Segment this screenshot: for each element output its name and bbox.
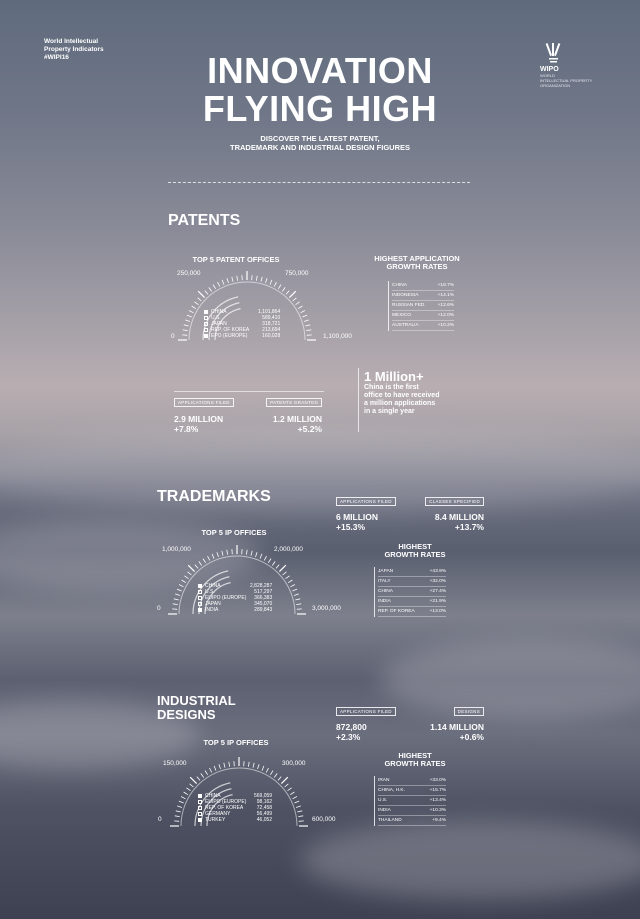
gauge-tick [176, 811, 181, 812]
gauge-tick [290, 792, 294, 795]
patents-applications [174, 391, 234, 434]
cloud-bank [380, 640, 640, 720]
rate-country: INDONESIA [392, 293, 419, 298]
rate-country: AUSTRALIA [392, 323, 419, 328]
gauge-tick [293, 298, 297, 301]
gauge-tick [174, 599, 179, 600]
classes-growth: +13.7% [454, 522, 484, 532]
rates-title-line: HIGHEST APPLICATION [374, 254, 460, 263]
gauge-tick [213, 285, 216, 289]
rate-country: THAILAND [378, 818, 402, 823]
gauge-tick [256, 276, 257, 281]
office-value: 98,162 [256, 799, 273, 805]
gauge-tick [208, 556, 210, 560]
gauge-tick [260, 554, 262, 559]
gauge-tick [212, 554, 214, 559]
gauge-tick [175, 594, 180, 596]
gauge-tick [192, 306, 196, 309]
legend-label: CHINA [211, 309, 227, 315]
gauge-tick [272, 561, 275, 565]
office-value: 46,052 [256, 817, 273, 823]
gauge-tick [179, 801, 184, 803]
applications-value: 872,800 [336, 722, 367, 732]
applications-tag: APPLICATIONS FILED [336, 707, 396, 716]
gauge-tick [184, 792, 188, 795]
gauge-tick [298, 816, 303, 817]
office-value: 366,383 [254, 595, 273, 601]
legend-label: JAPAN [205, 601, 221, 607]
designs-rates-list [374, 776, 446, 826]
rate-value: +32.0% [429, 579, 446, 584]
legend-label: CHINA [205, 583, 221, 589]
gauge-tick [205, 771, 208, 775]
office-value: 213,694 [262, 327, 281, 333]
brand-line: Property Indicators [44, 46, 104, 53]
rate-value: +15.7% [429, 788, 446, 793]
legend-label: U.S. [205, 589, 215, 595]
rate-country: MEXICO [392, 313, 411, 318]
gauge-tick [229, 762, 230, 767]
gauge-tick [187, 315, 192, 317]
applications-growth: +7.8% [174, 424, 199, 434]
patents-tick-label: 250,000 [177, 270, 201, 277]
legend-label: JAPAN [211, 321, 227, 327]
legend-label: CHINA [205, 793, 221, 799]
gauge-tick [298, 306, 302, 309]
gauge-tick [286, 291, 289, 295]
rate-row [392, 281, 454, 291]
patents-values [258, 309, 280, 339]
gauge-tick [270, 280, 272, 285]
gauge-tick [276, 565, 279, 569]
gauge-tick [232, 277, 233, 282]
rate-row [392, 301, 454, 311]
rates-title-line: GROWTH RATES [386, 262, 448, 271]
patents-legend [204, 309, 249, 339]
office-value: 1,101,864 [258, 309, 281, 315]
legend-swatch [204, 316, 208, 320]
gauge-tick [173, 604, 178, 605]
subtitle-line: TRADEMARK AND INDUSTRIAL DESIGN FIGURES [229, 143, 410, 152]
legend-item [204, 333, 249, 339]
rate-value: +10.3% [429, 808, 446, 813]
gauge-tick [302, 315, 307, 317]
office-value: 318,721 [262, 321, 281, 327]
gauge-tick [198, 298, 202, 301]
legend-swatch [198, 806, 202, 810]
trademarks-classes [420, 490, 484, 532]
gauge-tick [198, 291, 204, 297]
legend-label: EUIPO (EUROPE) [205, 799, 247, 805]
highlight-rule [358, 368, 359, 432]
gauge-tick [190, 784, 194, 787]
page-subtitle [0, 134, 640, 152]
brand-hashtag: #WIPI16 [44, 54, 69, 61]
gauge-tick [304, 320, 309, 322]
office-value: 160,028 [262, 333, 281, 339]
trademarks-tick-label: 3,000,000 [312, 605, 341, 612]
legend-swatch [204, 322, 208, 326]
gauge-tick [258, 764, 260, 769]
gauge-tick [296, 806, 301, 808]
legend-swatch [198, 602, 202, 606]
highlight-line: in a single year [364, 408, 415, 415]
rate-country: INDIA [378, 599, 391, 604]
gauge-tick [219, 764, 221, 769]
legend-swatch [204, 334, 208, 338]
office-value: 345,070 [254, 601, 273, 607]
applications-value: 6 MILLION [336, 512, 379, 522]
legend-swatch [204, 310, 208, 314]
gauge-tick [266, 278, 268, 283]
designs-gauge-title: TOP 5 IP OFFICES [203, 738, 269, 747]
gauge-tick [217, 552, 219, 557]
gauge-tick [177, 589, 182, 591]
trademarks-tick-label: 1,000,000 [162, 546, 191, 553]
legend-label: EUIPO (EUROPE) [205, 595, 247, 601]
patents-gauge-title: TOP 5 PATENT OFFICES [192, 255, 280, 264]
gauge-tick [282, 287, 285, 291]
highlight-heading: 1 Million+ [364, 369, 424, 384]
rate-country: CHINA [392, 283, 407, 288]
highlight-line: a million applications [364, 400, 436, 407]
gauge-tick [261, 277, 262, 282]
patents-tick-label: 1,100,000 [323, 333, 352, 340]
cloud-bank [0, 430, 640, 510]
rate-row [378, 806, 446, 816]
legend-swatch [204, 328, 208, 332]
gauge-tick [296, 302, 300, 305]
rate-value: +10.2% [437, 323, 454, 328]
gauge-tick [297, 811, 302, 812]
gauge-tick [253, 763, 254, 768]
legend-item [198, 817, 246, 823]
gauge-tick [186, 788, 190, 791]
subtitle-line: DISCOVER THE LATEST PATENT, [260, 134, 380, 143]
rate-country: CHINA, H.K. [378, 788, 405, 793]
divider [168, 182, 470, 183]
gauge-tick [189, 311, 193, 313]
gauge-tick [188, 565, 194, 571]
gauge-tick [177, 806, 182, 808]
gauge-tick [295, 599, 300, 600]
legend-swatch [198, 800, 202, 804]
gauge-tick [222, 280, 224, 285]
classes-value: 8.4 MILLION [434, 512, 484, 522]
granted-tag: PATENTS GRANTED [266, 398, 322, 407]
gauge-tick [222, 551, 223, 556]
gauge-tick [283, 572, 287, 575]
gauge-tick [214, 766, 216, 771]
gauge-tick [281, 777, 287, 783]
rates-title-line: GROWTH RATES [384, 759, 446, 768]
gauge-tick [224, 763, 225, 768]
designs-growth: +0.6% [459, 732, 484, 742]
rate-row [378, 607, 446, 617]
gauge-tick [179, 585, 183, 587]
gauge-tick [294, 594, 299, 596]
legend-label: REP. OF KOREA [205, 805, 244, 811]
gauge-tick [197, 777, 200, 781]
gauge-tick [274, 773, 277, 777]
legend-swatch [198, 596, 202, 600]
gauge-tick [292, 589, 297, 591]
gauge-tick [293, 797, 297, 799]
office-value: 72,458 [256, 805, 273, 811]
gauge-tick [266, 768, 268, 772]
logo-name: WIPO [540, 66, 559, 73]
trademarks-rates-title [360, 543, 470, 559]
gauge-tick [289, 291, 295, 297]
designs-heading-line: INDUSTRIAL [157, 693, 236, 708]
rate-value: +12.0% [437, 313, 454, 318]
brand-line: World Intellectual [44, 38, 99, 45]
gauge-tick [227, 278, 229, 283]
rate-row [378, 786, 446, 796]
gauge-tick [306, 330, 311, 331]
page-title [0, 52, 640, 128]
gauge-tick [270, 771, 273, 775]
trademarks-values [250, 583, 272, 613]
gauge-tick [268, 559, 271, 563]
rate-country: RUSSIAN FED. [392, 303, 426, 308]
office-value: 569,059 [254, 793, 273, 799]
rate-country: U.S. [378, 798, 388, 803]
gauge-tick [288, 580, 292, 583]
applications-tag: APPLICATIONS FILED [174, 398, 234, 407]
gauge-tick [227, 550, 228, 555]
gauge-tick [248, 762, 249, 767]
office-value: 517,297 [254, 589, 273, 595]
gauge-tick [285, 784, 289, 787]
gauge-tick [183, 330, 188, 331]
gauge-tick [288, 788, 292, 791]
designs-applications [336, 700, 396, 742]
gauge-tick [264, 556, 266, 560]
gauge-tick [209, 287, 212, 291]
rate-row [378, 567, 446, 577]
gauge-tick [246, 550, 247, 555]
applications-growth: +15.3% [336, 522, 366, 532]
gauge-tick [201, 773, 204, 777]
legend-label: U.S. [211, 315, 221, 321]
gauge-tick [305, 325, 310, 326]
gauge-tick [251, 551, 252, 556]
applications-growth: +2.3% [336, 732, 361, 742]
gauge-tick [210, 768, 212, 772]
gauge-tick [181, 797, 185, 799]
designs-value: 1.14 MILLION [430, 722, 484, 732]
gauge-tick [278, 285, 281, 289]
rate-value: +18.7% [437, 283, 454, 288]
office-value: 589,410 [262, 315, 281, 321]
gauge-tick [218, 282, 220, 286]
rate-country: REP. OF KOREA [378, 609, 415, 614]
rate-row [392, 311, 454, 321]
trademarks-tick-label: 0 [157, 605, 161, 612]
gauge-tick [291, 585, 295, 587]
patents-heading: PATENTS [168, 212, 241, 229]
rate-country: IRAN [378, 778, 390, 783]
rate-row [392, 291, 454, 301]
rate-value: +13.4% [429, 798, 446, 803]
gauge-tick [278, 777, 281, 781]
rate-country: JAPAN [378, 569, 394, 574]
gauge-tick [188, 572, 192, 575]
gauge-tick [294, 801, 299, 803]
trademarks-heading: TRADEMARKS [157, 488, 271, 505]
legend-label: REP. OF KOREA [211, 327, 250, 333]
patents-granted [262, 391, 322, 434]
rate-country: INDIA [378, 808, 391, 813]
rate-value: +33.0% [429, 778, 446, 783]
designs-rates-title [360, 752, 470, 768]
designs-heading-line: DESIGNS [157, 707, 216, 722]
gauge-tick [203, 559, 206, 563]
office-value: 56,499 [256, 811, 273, 817]
designs-tick-label: 150,000 [163, 760, 187, 767]
rate-value: +13.0% [429, 609, 446, 614]
rate-value: +12.6% [437, 303, 454, 308]
rate-row [378, 816, 446, 826]
rate-value: +9.4% [432, 818, 446, 823]
legend-label: TURKEY [205, 817, 226, 823]
applications-tag: APPLICATIONS FILED [336, 497, 396, 506]
rates-title-line: HIGHEST [398, 542, 432, 551]
gauge-tick [175, 816, 180, 817]
rate-row [378, 587, 446, 597]
legend-label: EPO (EUROPE) [211, 333, 248, 339]
rate-row [378, 776, 446, 786]
rate-row [378, 597, 446, 607]
gauge-tick [184, 325, 189, 326]
legend-swatch [198, 794, 202, 798]
rates-title-line: HIGHEST [398, 751, 432, 760]
designs-values [254, 793, 272, 823]
office-value: 2,828,287 [250, 583, 273, 589]
rate-value: +21.9% [429, 599, 446, 604]
designs-tick-label: 300,000 [282, 760, 306, 767]
gauge-tick [185, 320, 190, 322]
rate-country: ITALY [378, 579, 391, 584]
highlight-line: office to have received [364, 392, 440, 399]
trademarks-tick-label: 2,000,000 [274, 546, 303, 553]
highlight-line: China is the first [364, 384, 419, 391]
rates-title-line: GROWTH RATES [384, 550, 446, 559]
gauge-tick [301, 311, 305, 313]
designs-count [420, 700, 484, 742]
gauge-tick [256, 552, 258, 557]
rate-value: +14.1% [437, 293, 454, 298]
legend-swatch [198, 818, 202, 822]
trademarks-gauge-title: TOP 5 IP OFFICES [201, 528, 267, 537]
patents-tick-label: 0 [171, 333, 175, 340]
gauge-tick [286, 576, 290, 579]
designs-heading [157, 694, 236, 722]
legend-swatch [198, 584, 202, 588]
trademarks-applications [336, 490, 396, 532]
trademarks-rates-list [374, 567, 446, 617]
gauge-tick [237, 276, 238, 281]
legend-label: INDIA [205, 607, 219, 613]
gauge-tick [190, 777, 196, 783]
gauge-tick [296, 604, 301, 605]
rate-country: CHINA [378, 589, 393, 594]
designs-legend [198, 793, 246, 823]
logo-sub-line: ORGANIZATION [540, 83, 571, 88]
granted-value: 1.2 MILLION [272, 414, 322, 424]
granted-growth: +5.2% [297, 424, 322, 434]
cloud-bank [300, 820, 640, 900]
designs-tag: DESIGNS [454, 707, 484, 716]
legend-swatch [198, 608, 202, 612]
gauge-tick [194, 302, 198, 305]
rate-row [392, 321, 454, 331]
rate-row [378, 577, 446, 587]
legend-label: GERMANY [205, 811, 231, 817]
designs-tick-label: 600,000 [312, 816, 336, 823]
patents-tick-label: 750,000 [285, 270, 309, 277]
gauge-tick [274, 282, 276, 286]
logo-sub-line: INTELLECTUAL PROPERTY [540, 78, 593, 83]
rate-value: +27.4% [429, 589, 446, 594]
patents-rates-list [388, 281, 454, 331]
trademarks-legend [198, 583, 246, 613]
legend-swatch [198, 812, 202, 816]
rate-value: +43.9% [429, 569, 446, 574]
title-line: INNOVATION [207, 50, 433, 91]
logo-sub-line: WORLD [540, 73, 555, 78]
gauge-tick [262, 766, 264, 771]
applications-value: 2.9 MILLION [174, 414, 224, 424]
gauge-tick [205, 291, 208, 295]
designs-tick-label: 0 [158, 816, 162, 823]
rate-row [378, 796, 446, 806]
legend-item [198, 607, 246, 613]
classes-tag: CLASSES SPECIFIED [425, 497, 484, 506]
gauge-tick [182, 580, 186, 583]
patents-rates-title [362, 255, 472, 271]
title-line: FLYING HIGH [202, 88, 438, 129]
china-highlight [364, 370, 474, 416]
legend-swatch [198, 590, 202, 594]
gauge-tick [184, 576, 188, 579]
gauge-tick [199, 561, 202, 565]
gauge-tick [195, 565, 198, 569]
office-value: 289,843 [254, 607, 273, 613]
gauge-tick [279, 565, 285, 571]
